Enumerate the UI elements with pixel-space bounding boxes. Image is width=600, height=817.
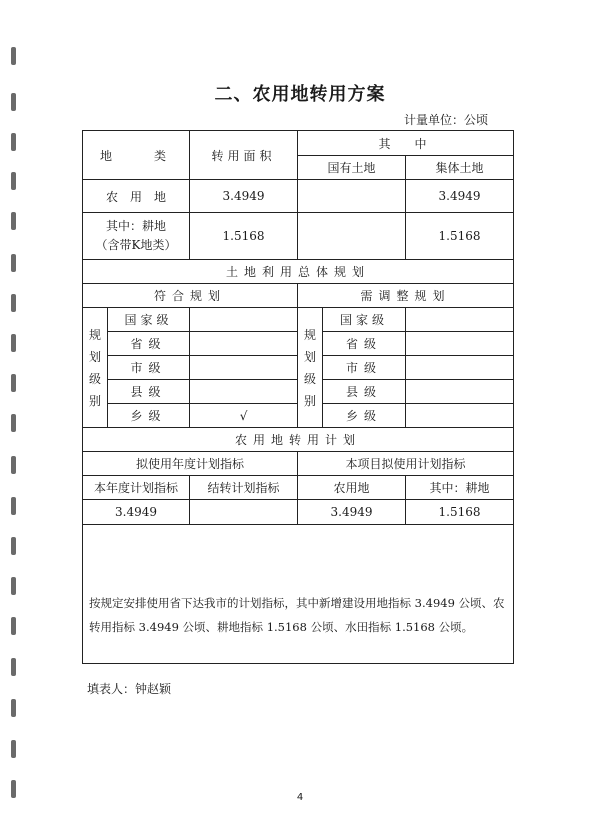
adjust-mark-provincial <box>406 332 514 356</box>
level-side-char: 规 <box>88 327 101 342</box>
binding-hole <box>11 414 16 432</box>
binding-hole <box>11 212 16 230</box>
page-title: 二、农用地转用方案 <box>214 84 386 105</box>
binding-hole <box>11 47 16 65</box>
cultivated-state <box>298 213 406 260</box>
conform-plan-header: 符合规划 <box>83 284 298 308</box>
cultivated-label-line2: （含带K地类） <box>95 238 177 252</box>
adjust-mark-city <box>406 356 514 380</box>
filler-label: 填表人：钟赵颖 <box>87 682 172 696</box>
conversion-table <box>82 130 514 664</box>
conform-mark-provincial <box>190 332 298 356</box>
binding-hole <box>11 294 16 312</box>
level-township-adjust: 乡级 <box>323 404 406 428</box>
level-side-label-right <box>298 308 323 428</box>
conform-mark-national <box>190 308 298 332</box>
level-national-adjust: 国家级 <box>323 308 406 332</box>
adjust-mark-national <box>406 308 514 332</box>
binding-hole <box>11 334 16 352</box>
level-city: 市级 <box>108 356 190 380</box>
level-side-label-left <box>83 308 108 428</box>
level-side-char: 级 <box>304 371 317 386</box>
level-side-char: 划 <box>88 349 101 364</box>
farmland-area: 3.4949 <box>190 180 298 213</box>
cultivated-collective: 1.5168 <box>406 213 514 260</box>
cultivated-area: 1.5168 <box>190 213 298 260</box>
cultivated-plan-header: 其中：耕地 <box>406 476 514 500</box>
adjust-mark-county <box>406 380 514 404</box>
level-county-adjust: 县级 <box>323 380 406 404</box>
conversion-plan-title: 农用地转用计划 <box>83 428 514 452</box>
binding-hole <box>11 658 16 676</box>
level-side-char: 别 <box>88 393 101 408</box>
unit-label: 计量单位：公顷 <box>403 113 488 127</box>
binding-hole <box>11 374 16 392</box>
binding-hole <box>11 577 16 595</box>
binding-hole <box>11 172 16 190</box>
level-side-char: 别 <box>304 393 317 408</box>
farmland-state <box>298 180 406 213</box>
project-intended-header: 本项目拟使用计划指标 <box>298 452 514 476</box>
level-city-adjust: 市级 <box>323 356 406 380</box>
adjust-plan-header: 需调整规划 <box>298 284 514 308</box>
binding-hole <box>11 617 16 635</box>
binding-hole <box>11 537 16 555</box>
annual-plan-header: 本年度计划指标 <box>83 476 190 500</box>
farmland-collective: 3.4949 <box>406 180 514 213</box>
binding-hole <box>11 254 16 272</box>
of-which-header: 其 中 <box>298 131 514 156</box>
level-county: 县级 <box>108 380 190 404</box>
binding-holes <box>9 0 19 817</box>
farmland-plan-value: 3.4949 <box>298 500 406 525</box>
collective-land-header: 集体土地 <box>406 156 514 180</box>
note-text: 按规定安排使用省下达我市的计划指标，其中新增建设用地指标 3.4949 公顷、农转用指标 3.4949 公顷、耕地指标 1.5168 公顷、水田指标 1.5168 公顷。 <box>83 525 514 664</box>
category-header: 地 类 <box>83 131 190 180</box>
annual-plan-value: 3.4949 <box>83 500 190 525</box>
binding-hole <box>11 699 16 717</box>
level-provincial: 省级 <box>108 332 190 356</box>
cultivated-label <box>83 213 190 260</box>
level-township: 乡级 <box>108 404 190 428</box>
conform-mark-county <box>190 380 298 404</box>
binding-hole <box>11 133 16 151</box>
carryover-plan-value <box>190 500 298 525</box>
farmland-plan-header: 农用地 <box>298 476 406 500</box>
binding-hole <box>11 740 16 758</box>
level-national: 国家级 <box>108 308 190 332</box>
level-side-char: 规 <box>304 327 317 342</box>
cultivated-label-line1: 其中：耕地 <box>106 219 167 233</box>
state-land-header: 国有土地 <box>298 156 406 180</box>
level-side-char: 级 <box>88 371 101 386</box>
carryover-plan-header: 结转计划指标 <box>190 476 298 500</box>
cultivated-plan-value: 1.5168 <box>406 500 514 525</box>
page-number: 4 <box>296 792 304 803</box>
adjust-mark-township <box>406 404 514 428</box>
binding-hole <box>11 456 16 474</box>
farmland-label: 农 用 地 <box>83 180 190 213</box>
intended-annual-header: 拟使用年度计划指标 <box>83 452 298 476</box>
binding-hole <box>11 497 16 515</box>
level-provincial-adjust: 省级 <box>323 332 406 356</box>
plan-section-title: 土地利用总体规划 <box>83 260 514 284</box>
conform-mark-city <box>190 356 298 380</box>
conform-mark-township: √ <box>190 404 298 428</box>
area-header: 转用面积 <box>190 131 298 180</box>
level-side-char: 划 <box>304 349 317 364</box>
